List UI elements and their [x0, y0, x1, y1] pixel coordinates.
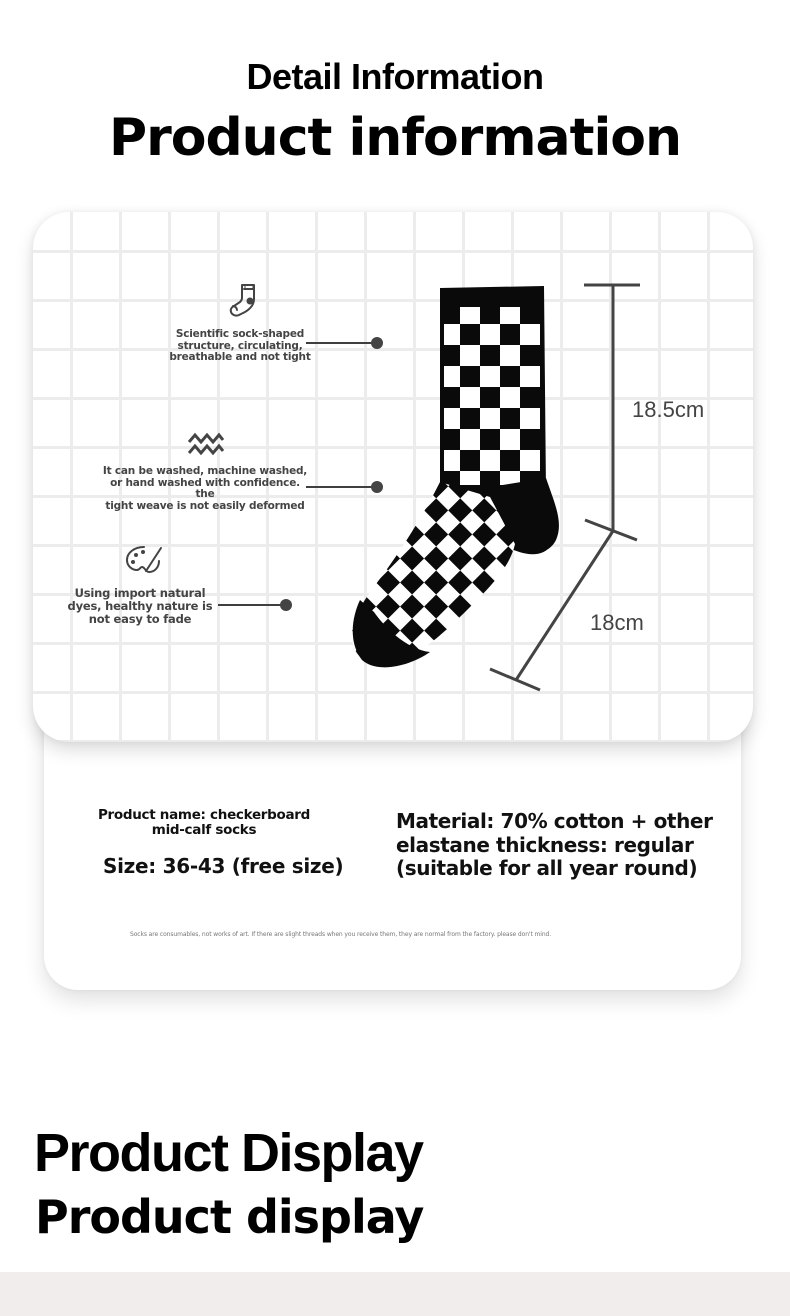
leader-line [218, 604, 284, 606]
section-title-product-display: Product Display [34, 1123, 423, 1183]
waves-icon [188, 432, 224, 456]
feature-line: Scientific sock-shaped [175, 328, 305, 340]
feature-line: It can be washed, machine washed, [102, 465, 308, 477]
material-info [396, 810, 713, 881]
palette-icon [124, 544, 164, 576]
feature-line: or hand washed with confidence. the [110, 476, 300, 500]
leg-height-label: 18.5cm [632, 397, 705, 422]
feature-line: structure, circulating, [177, 339, 303, 352]
feature-line: tight weave is not easily deformed [105, 499, 305, 512]
feature-text-washable [100, 466, 310, 512]
product-name-line: Product name: checkerboard [97, 807, 311, 823]
feature-text-dyes [60, 587, 220, 626]
feature-line: dyes, healthy nature is [67, 599, 213, 613]
feature-text-breathable [160, 329, 320, 364]
material-line: elastane thickness: regular [396, 832, 694, 857]
feature-line: not easy to fade [88, 612, 192, 626]
product-name-line: mid-calf socks [151, 822, 257, 838]
foot-length-label: 18cm [590, 610, 644, 635]
section-title-product-information: Product information [108, 108, 682, 168]
size-info: Size: 36-43 (free size) [103, 854, 344, 878]
material-line: (suitable for all year round) [396, 856, 698, 880]
section-subtitle-product-display: Product display [35, 1190, 424, 1244]
product-name [90, 808, 318, 838]
product-display-image-top [0, 1272, 790, 1316]
disclaimer-text: Socks are consumables, not works of art. If there are slight threads when you receive them, they are normal from the factory. please don't mind. [130, 931, 552, 938]
feature-line: Using import natural [74, 586, 206, 600]
section-title-detail-information: Detail Information [246, 56, 544, 97]
sock-icon [226, 282, 258, 318]
leader-dot [280, 599, 292, 611]
feature-line: breathable and not tight [169, 351, 311, 363]
material-line: Material: 70% cotton + other [396, 809, 713, 833]
